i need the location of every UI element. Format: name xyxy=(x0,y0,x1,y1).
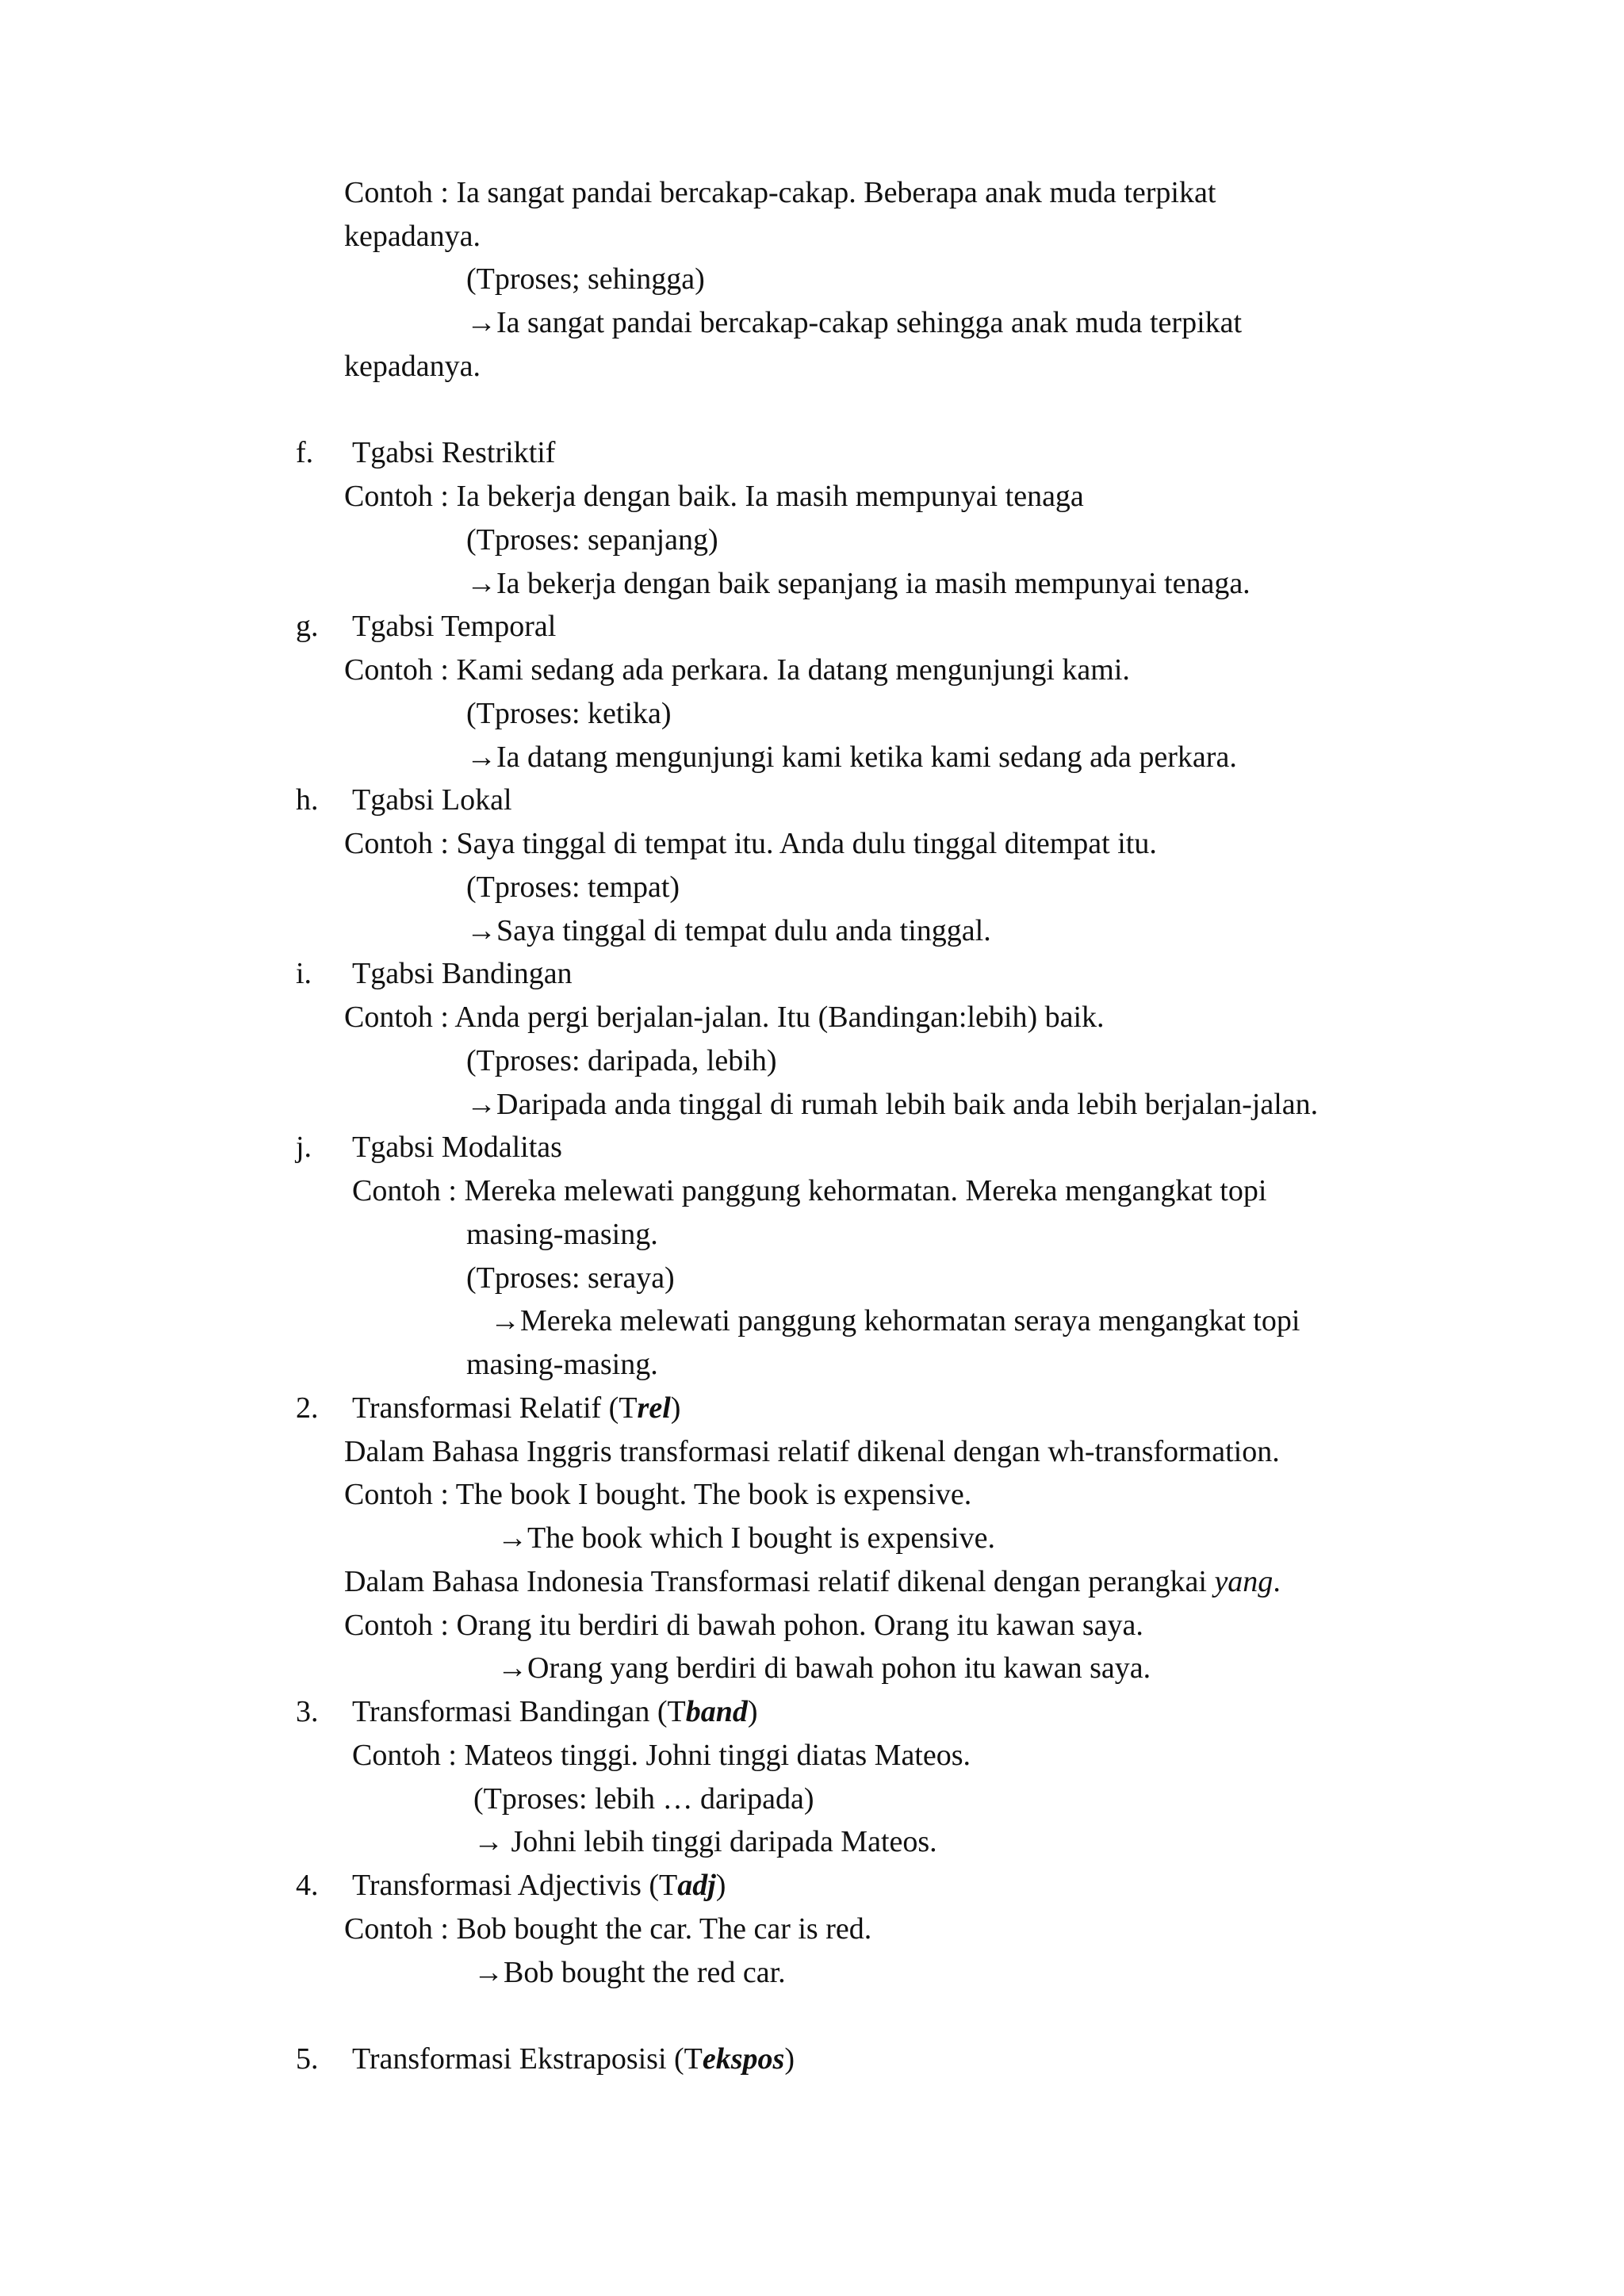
list-marker: f. xyxy=(296,436,314,469)
process-line: (Tproses: sepanjang) xyxy=(466,523,718,557)
section-heading: Transformasi Adjectivis (Tadj) xyxy=(352,1869,726,1902)
example-line: Contoh : Anda pergi berjalan-jalan. Itu (Bandingan:lebih) baik. xyxy=(344,1001,1105,1034)
body-line: Dalam Bahasa Inggris transformasi relatif dikenal dengan wh-transformation. xyxy=(344,1435,1280,1468)
section-heading: Transformasi Relatif (Trel) xyxy=(352,1391,681,1425)
process-line: (Tproses: ketika) xyxy=(466,697,672,730)
result-line: →Ia sangat pandai bercakap-cakap sehingga anak muda terpikat xyxy=(466,306,1243,339)
example-line: kepadanya. xyxy=(344,220,481,253)
process-line: (Tproses: tempat) xyxy=(466,871,680,904)
section-heading: Transformasi Bandingan (Tband) xyxy=(352,1695,758,1728)
result-line: →Ia datang mengunjungi kami ketika kami sedang ada perkara. xyxy=(466,740,1237,774)
example-line: Contoh : Mateos tinggi. Johni tinggi diatas Mateos. xyxy=(352,1739,971,1772)
section-heading: Tgabsi Bandingan xyxy=(352,957,573,990)
section-heading: Tgabsi Restriktif xyxy=(352,436,556,469)
example-line: Contoh : Ia sangat pandai bercakap-cakap. Beberapa anak muda terpikat xyxy=(344,176,1216,209)
example-line: Contoh : Mereka melewati panggung kehormatan. Mereka mengangkat topi xyxy=(352,1174,1267,1207)
example-line: Contoh : The book I bought. The book is expensive. xyxy=(344,1478,972,1511)
process-line: (Tproses: seraya) xyxy=(466,1261,675,1295)
result-line: kepadanya. xyxy=(344,350,481,383)
body-line: Dalam Bahasa Indonesia Transformasi relatif dikenal dengan perangkai yang. xyxy=(344,1565,1281,1598)
result-line: →The book which I bought is expensive. xyxy=(497,1521,995,1555)
result-line: →Mereka melewati panggung kehormatan seraya mengangkat topi xyxy=(490,1304,1300,1337)
result-line: →Saya tinggal di tempat dulu anda tinggal. xyxy=(466,914,991,947)
section-heading: Tgabsi Lokal xyxy=(352,783,512,817)
list-marker: j. xyxy=(296,1131,312,1164)
result-line: →Daripada anda tinggal di rumah lebih baik anda lebih berjalan-jalan. xyxy=(466,1088,1319,1121)
process-line: (Tproses; sehingga) xyxy=(466,262,705,296)
example-line: Contoh : Ia bekerja dengan baik. Ia masih mempunyai tenaga xyxy=(344,480,1084,513)
list-marker: 3. xyxy=(296,1695,319,1728)
example-line: Contoh : Saya tinggal di tempat itu. Anda dulu tinggal ditempat itu. xyxy=(344,827,1157,860)
result-line: →Ia bekerja dengan baik sepanjang ia masih mempunyai tenaga. xyxy=(466,567,1251,600)
result-line: →Bob bought the red car. xyxy=(473,1956,786,1989)
list-marker: h. xyxy=(296,783,319,817)
example-line: masing-masing. xyxy=(466,1218,658,1251)
example-line: Contoh : Kami sedang ada perkara. Ia datang mengunjungi kami. xyxy=(344,653,1130,687)
list-marker: 4. xyxy=(296,1869,319,1902)
result-line: →Orang yang berdiri di bawah pohon itu kawan saya. xyxy=(497,1651,1151,1685)
example-line: Contoh : Orang itu berdiri di bawah pohon. Orang itu kawan saya. xyxy=(344,1609,1143,1642)
section-heading: Tgabsi Temporal xyxy=(352,610,557,643)
section-heading: Transformasi Ekstraposisi (Tekspos) xyxy=(352,2042,795,2076)
result-line: masing-masing. xyxy=(466,1348,658,1381)
example-line: Contoh : Bob bought the car. The car is red. xyxy=(344,1912,872,1946)
process-line: (Tproses: lebih … daripada) xyxy=(473,1782,814,1816)
process-line: (Tproses: daripada, lebih) xyxy=(466,1044,777,1077)
list-marker: 2. xyxy=(296,1391,319,1425)
result-line: → Johni lebih tinggi daripada Mateos. xyxy=(473,1825,937,1858)
list-marker: 5. xyxy=(296,2042,319,2076)
section-heading: Tgabsi Modalitas xyxy=(352,1131,562,1164)
list-marker: i. xyxy=(296,957,312,990)
list-marker: g. xyxy=(296,610,319,643)
